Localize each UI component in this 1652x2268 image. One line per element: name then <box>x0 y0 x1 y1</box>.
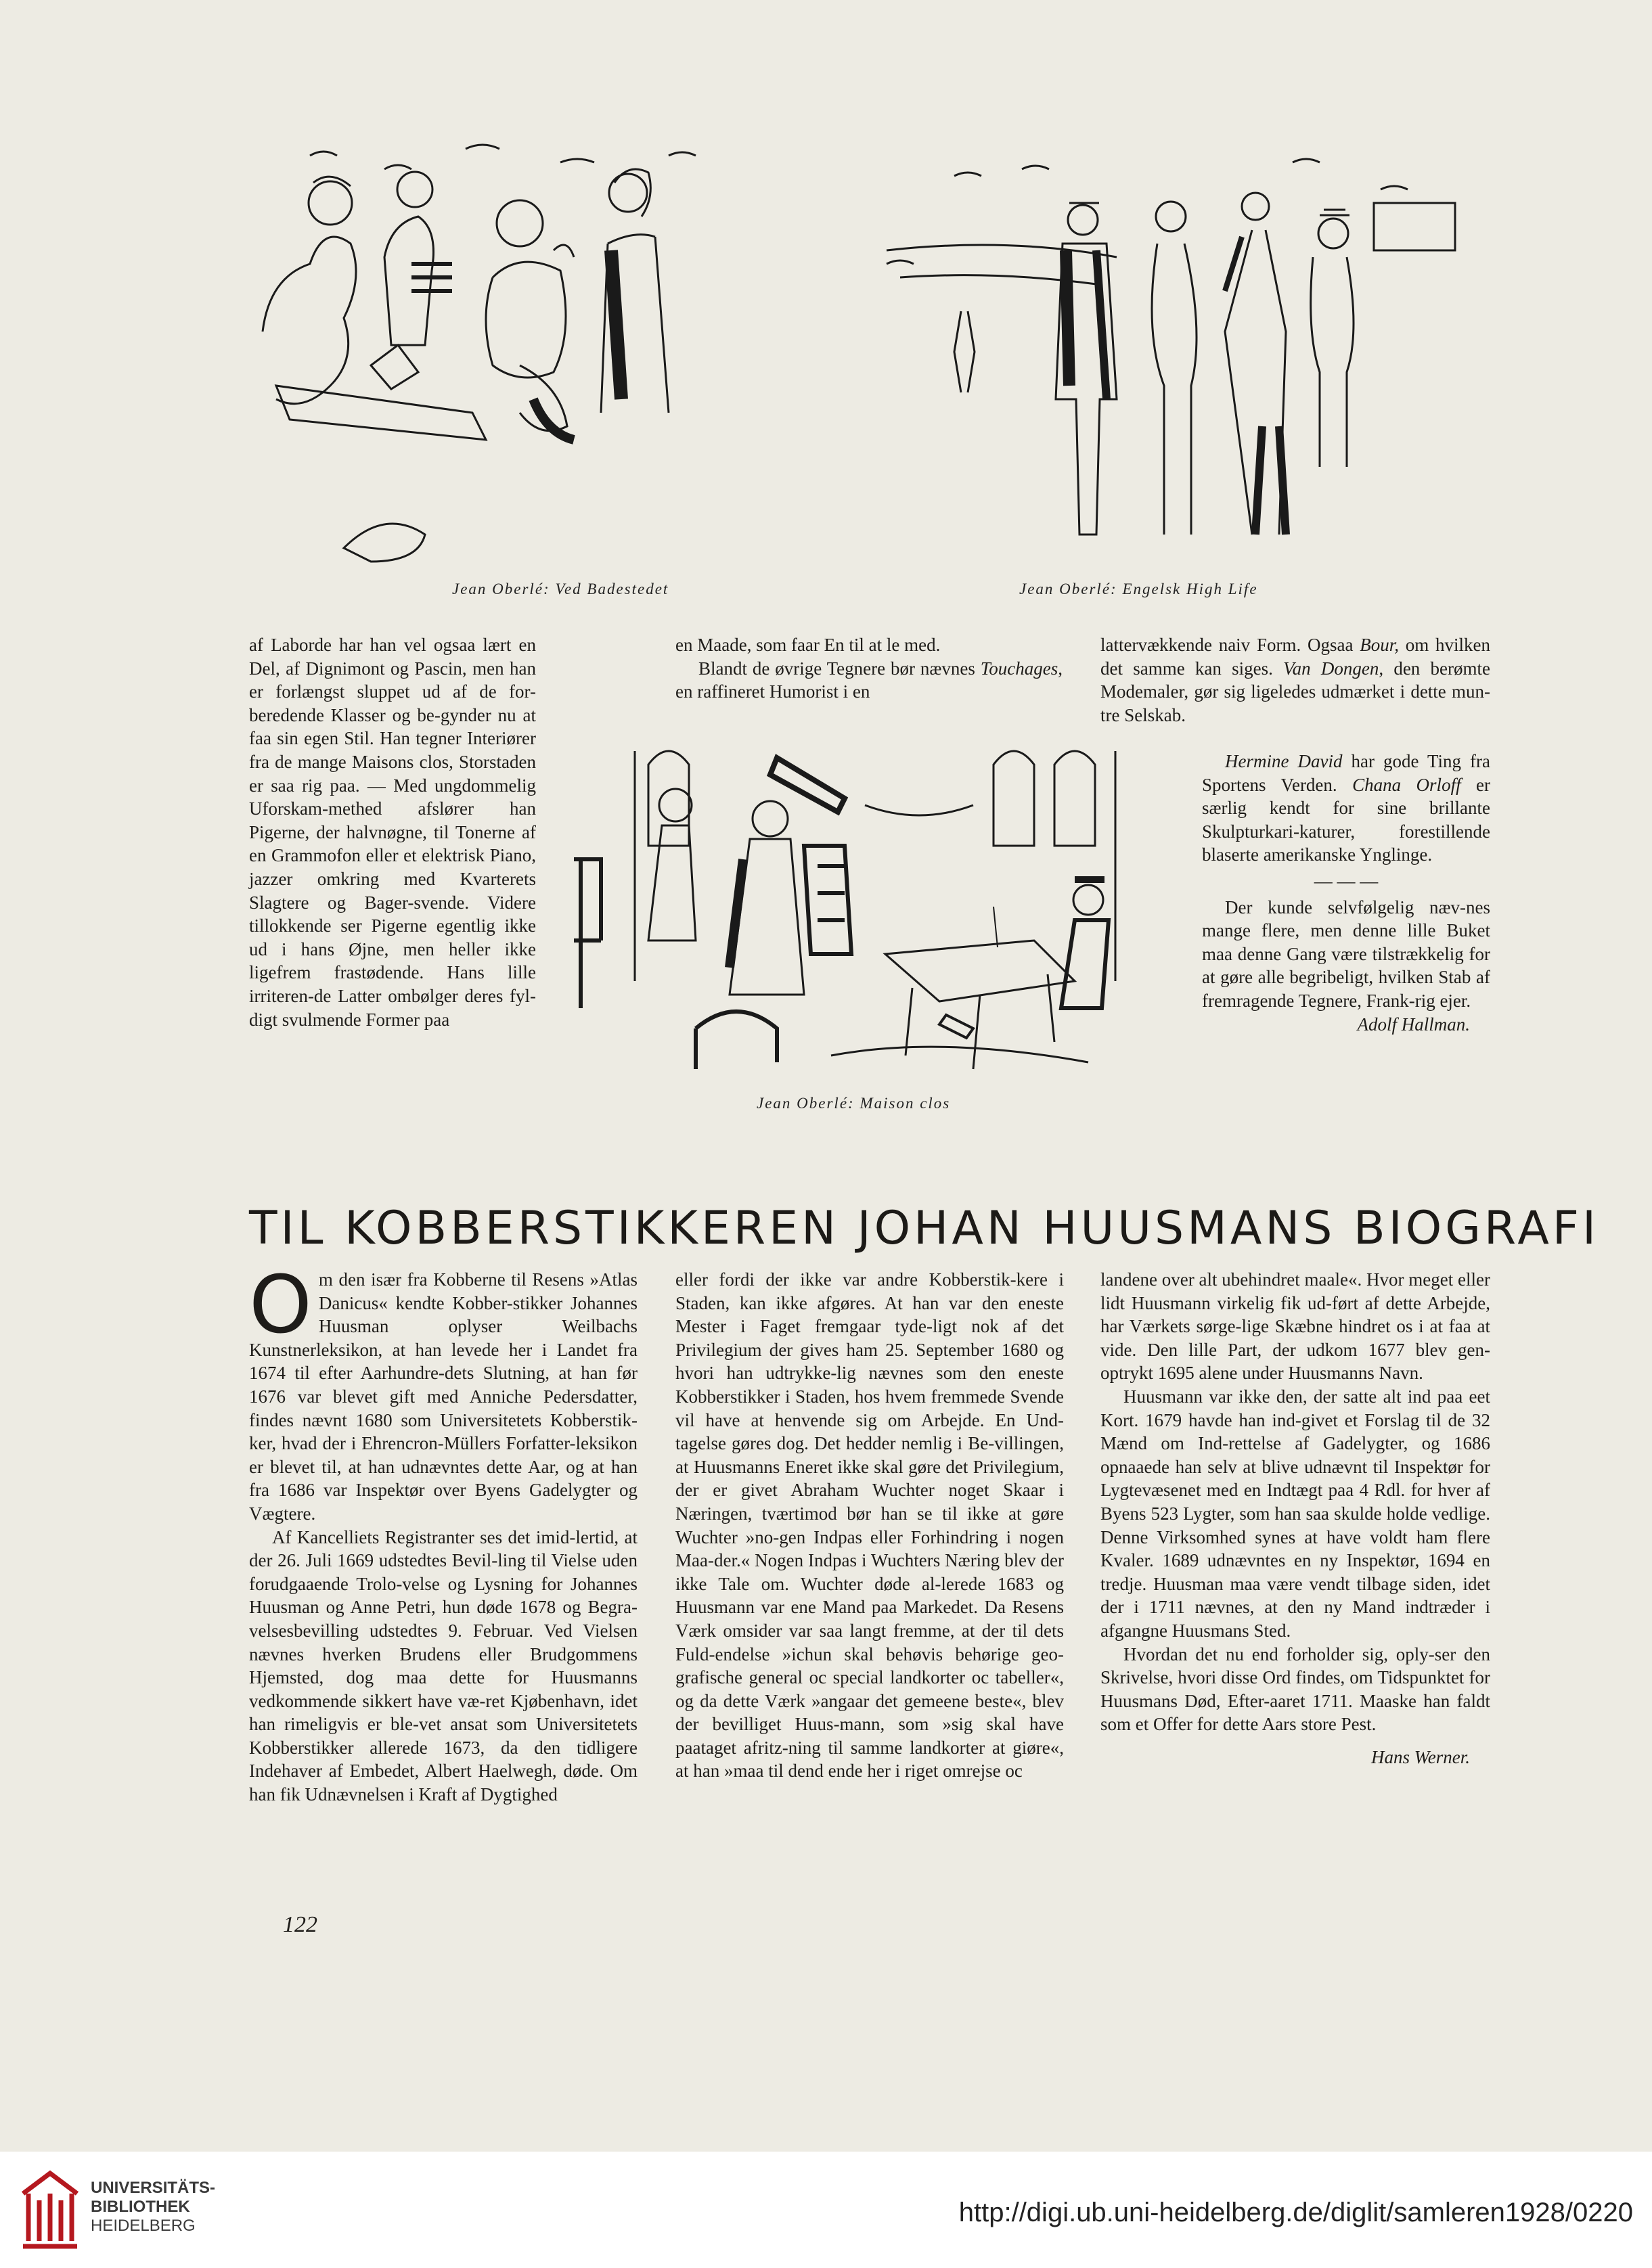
article2-col3-para2: Huusmann var ikke den, der satte alt ind paa eet Kort. 1679 havde han ind-givet et Forslag til de 32 Mænd om Ind-rettelse af Gadelygter, og 1686 opnaaede han selv at blive udnævnt til Inspektør for Lygtevæsenet med en Indtægt paa 4 Rdl. for hver af Byens 523 Lygter, som han saa skulde holde vedlige. Denne Virksomhed synes at have voldt ham flere Kvaler. 1689 udnævntes en ny Inspektør, 1694 en tredje. Huusman maa være vendt tilbage siden, idet der i 1711 nævnes, at den ny Mand indtræder i afgangne Huusmans Sted. <box>1100 1386 1490 1641</box>
article2-col1-text1: m den især fra Kobberne til Resens »Atlas Danicus« kendte Kobber-stikker Johannes Huusman oplyser Weilbachs Kunstnerleksikon, at han levede her i Landet fra 1674 til efter Aarhundre-dets Slutning, at han før 1676 var blevet gift med Anniche Pedersdatter, findes nævnt 1680 som Universitetets Kobberstik-ker, hvad der i Ehrencron-Müllers Forfatter-leksikon er blevet til, at han udnævntes dette Aar, og at han fra 1686 var Inspektør over Byens Gadelygter og Vægtere. <box>249 1269 638 1524</box>
caption-center: Jean Oberlé: Maison clos <box>757 1095 951 1112</box>
article2-col1-para1 <box>249 1258 638 1526</box>
article2-column-3 <box>1100 1268 1490 1769</box>
article1-col3-name-bour: Bour, <box>1360 635 1399 655</box>
article1-col2-name: Touchages, <box>980 658 1063 679</box>
article2-title: TIL KOBBERSTIKKEREN JOHAN HUUSMANS BIOGRAFI <box>249 1202 1600 1255</box>
article1-col2-para <box>675 657 1063 704</box>
article1-col1-text: af Laborde har han vel ogsaa lært en Del, af Dignimont og Pascin, men han er forlængst sluppet ud af de for-beredende Klasser og be-gynder nu at faa sin egen Stil. Han tegner Interiører fra de mange Maisons clos, Storstaden er saa rig paa. — Med ungdommelig Uforskam-methed afslører han Pigerne, der halvnøgne, til Tonerne af en Grammofon eller et elektrisk Piano, jazzer omkring med Kvarterets Slagtere og Bager-svende. Videre tillokkende ser Pigerne egentlig ikke ud i hans Øjne, men heller ikke ligefrem frastødende. Hans lille irriteren-de Latter ombølger deres fyl-digt svulmende Former paa <box>249 635 536 1030</box>
article1-signature: Adolf Hallman. <box>1357 1014 1470 1035</box>
article1-col3-name-orloff: Chana Orloff <box>1352 774 1461 795</box>
article2-column-2 <box>675 1268 1064 1783</box>
article1-col2-text-pre: Blandt de øvrige Tegnere bør nævnes <box>698 658 975 679</box>
library-name-line1: UNIVERSITÄTS- <box>91 2179 216 2197</box>
article2-col3-para3: Hvordan det nu end forholder sig, oply-ser den Skrivelse, hvori disse Ord findes, om Tidspunktet for Huusmans Død, Efter-aaret 1711. Maaske han faldt som et Offer for dette Aars store Pest. <box>1100 1643 1490 1735</box>
article1-column-1 <box>249 633 536 1031</box>
article1-col3-name-vandongen: Van Dongen, <box>1283 658 1384 679</box>
library-name-line2: BIBLIOTHEK <box>91 2198 190 2216</box>
article1-column-3-lower <box>1202 750 1490 1036</box>
article1-column-3 <box>1100 633 1490 727</box>
library-name <box>91 2179 215 2236</box>
article1-col3-para1 <box>1100 633 1490 727</box>
article1-col3-name-david: Hermine David <box>1225 751 1343 771</box>
illustration-maison-clos <box>560 738 1160 1089</box>
article1-col3-text-a: lattervækkende naiv Form. Ogsaa <box>1100 635 1354 655</box>
article1-col3-text-d: har gode Ting fra Sportens Verden. <box>1202 751 1490 795</box>
article1-col3-text-e: er særlig kendt for sine brillante Skulpturkari-katurer, forestillende blaserte amerikanske Ynglinge. <box>1202 774 1490 865</box>
library-footer <box>0 2152 1652 2268</box>
caption-left: Jean Oberlé: Ved Badestedet <box>452 581 669 597</box>
article1-col2-line1: en Maade, som faar En til at le med. <box>675 635 941 655</box>
article2-col3-para1: landene over alt ubehindret maale«. Hvor meget eller lidt Huusmann virkelig fik ud-ført af dette Arbejde, har Værkets sørge-lige Skæbne hindret os i at faa at vide. Den lille Part, der udkom 1677 blev gen-optrykt 1695 alene under Huusmanns Navn. <box>1100 1269 1490 1384</box>
article1-col3-text-b: om hvilken det samme kan siges. <box>1100 635 1490 679</box>
section-separator: — — — <box>1314 870 1379 891</box>
article1-col3-text-c: den berømte Modemaler, gør sig ligeledes udmærket i dette mun-tre Selskab. <box>1100 658 1491 725</box>
source-url-link[interactable]: http://digi.ub.uni-heidelberg.de/diglit/samleren1928/0220 <box>958 2198 1633 2227</box>
illustration-ved-badestedet <box>249 142 723 575</box>
article1-col3-para2 <box>1202 750 1490 867</box>
article2-col2-para1: eller fordi der ikke var andre Kobberstik-kere i Staden, kan ikke afgøres. At han var den eneste Mester i Faget fremgaar tyde-ligt nok af det Privilegium der gives ham 25. September 1680 og hvori han udtrykke-lig nævnes som den eneste Kobberstikker i Staden, hos hvem fremmede Svende vil have at henvende sig om Arbejde. En Und-tagelse gøres dog. Det hedder nemlig i Be-villingen, at Huusmanns Eneret ikke skal gøre det Privilegium, der er givet Abraham Wuchter noget Skaar i Næringen, tværtimod bør han se til ikke at gøre Wuchter »no-gen Indpas eller Forhindring i nogen Maa-der.« Nogen Indpas i Wuchters Næring blev der ikke Tale om. Wuchter døde al-lerede 1683 og Huusmann var ene Mand paa Markedet. Da Resens Værk omsider var saa langt fremme, at der til dets Fuld-endelse »ichun skal behøvis behørige geo-grafische general oc special landkorter oc tabeller«, og da dette Værk »angaar det gemeene beste«, blev der bevilliget Huus-mann, som »sig skal have paataget afritz-ning til samme landkorter at giøre«, at han »maa til dend ende her i riget omrejse oc <box>675 1269 1064 1782</box>
article1-column-2 <box>675 633 1063 704</box>
article1-col3-para3: Der kunde selvfølgelig næv-nes mange flere, men denne lille Buket maa denne Gang være tilstrækkelig for at gøre alle begribeligt, hvilken Stab af fremragende Tegnere, Frank-rig ejer. <box>1202 897 1490 1011</box>
university-library-logo-icon[interactable] <box>16 2167 84 2254</box>
drop-cap: O <box>249 1258 312 1351</box>
article1-col2-text-post: en raffineret Humorist i en <box>675 681 870 702</box>
caption-right: Jean Oberlé: Engelsk High Life <box>1019 581 1258 597</box>
article2-signature: Hans Werner. <box>1370 1746 1470 1767</box>
page-number: 122 <box>283 1912 317 1937</box>
illustration-engelsk-high-life <box>873 156 1469 562</box>
article2-col1-para2: Af Kancelliets Registranter ses det imid-lertid, at der 26. Juli 1669 udstedtes Bevil-ling til Vielse uden forudgaaende Trolo-velse og Lysning for Johannes Huusman og Anne Petri, hun døde 1678 og Begra-velsesbevilling udstedtes 9. Februar. Ved Vielsen nævnes hverken Brudens eller Brudgommens Hjemsted, dog maa dette for Huusmanns vedkommende sikkert have væ-ret Kjøbenhavn, idet han rimeligvis er ble-vet ansat som Universitetets Kobberstikker allerede 1673, da den tidligere Indehaver af Embedet, Albert Haelwegh, døde. Om han fik Udnævnelsen i Kraft af Dygtighed <box>249 1526 638 1805</box>
library-name-line3: HEIDELBERG <box>91 2217 196 2235</box>
article2-column-1 <box>249 1258 638 1807</box>
